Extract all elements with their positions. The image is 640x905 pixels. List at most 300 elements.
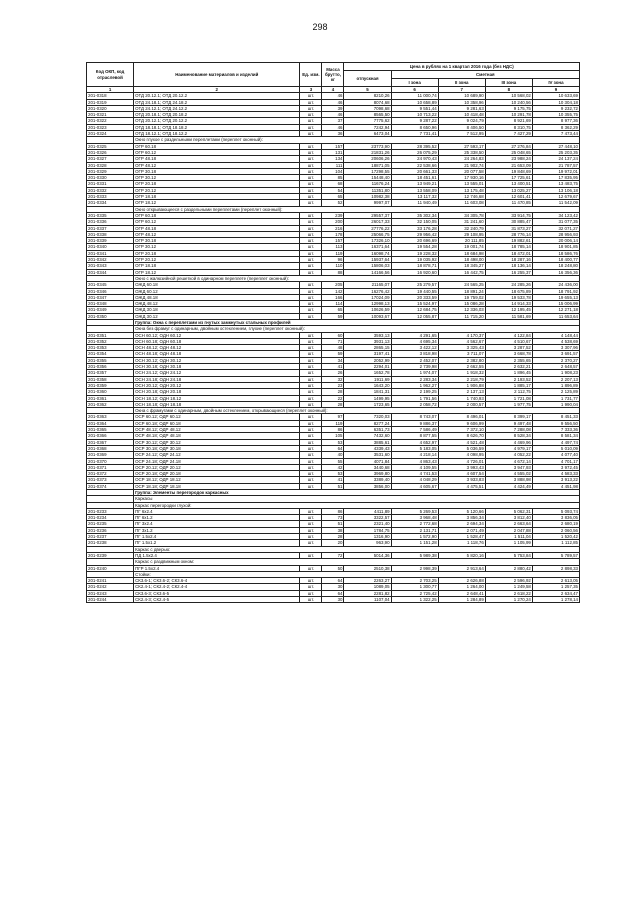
- cell-price-zone-2: 4 562,67: [438, 338, 485, 344]
- cell-price-zone-4: 19 972,01: [532, 168, 579, 174]
- cell-price-zone-3: 8 310,75: [485, 124, 532, 130]
- cell-price-zone-2: 1 906,88: [438, 382, 485, 388]
- cell-price-otpusk: 10982,38: [344, 194, 391, 200]
- cell-price-zone-2: 31 241,60: [438, 219, 485, 225]
- cell-price-zone-2: 12 746,68: [438, 194, 485, 200]
- cell-price-zone-4: 2 207,13: [532, 376, 579, 382]
- section-title: Окно открывающееся с раздельными переплетами (переплет оконный):: [134, 206, 580, 212]
- cell-price-zone-2: 13 555,01: [438, 181, 485, 187]
- cell-code: 201-0350: [87, 313, 134, 319]
- cell-name: ОГР 48.12: [134, 231, 300, 237]
- cell-price-zone-1: 4 605,67: [391, 483, 438, 489]
- cell-price-zone-4: 2 898,33: [532, 565, 579, 571]
- cell-price-zone-4: 17 835,95: [532, 175, 579, 181]
- cell-mass: 104: [322, 168, 344, 174]
- cell-unit: шт.: [300, 389, 322, 395]
- cell-price-zone-1: 13 117,32: [391, 194, 438, 200]
- cell-price-zone-3: 19 533,78: [485, 294, 532, 300]
- cell-unit: шт.: [300, 508, 322, 514]
- cell-price-zone-2: 11 715,20: [438, 313, 485, 319]
- cell-price-zone-3: 18 472,01: [485, 250, 532, 256]
- cell-mass: 38: [322, 527, 344, 533]
- cell-code: 201-0319: [87, 99, 134, 105]
- cell-code: 201-0235: [87, 521, 134, 527]
- cell-price-zone-3: 4 424,49: [485, 483, 532, 489]
- cell-price-zone-1: 4 291,65: [391, 332, 438, 338]
- cell-price-zone-2: 3 325,43: [438, 345, 485, 351]
- cell-price-otpusk: 27776,22: [344, 225, 391, 231]
- cell-price-zone-2: 20 077,58: [438, 168, 485, 174]
- cell-mass: 55: [322, 458, 344, 464]
- cell-price-zone-4: 18 791,92: [532, 288, 579, 294]
- cell-price-zone-1: 5 183,05: [391, 445, 438, 451]
- cell-price-zone-2: 7 512,95: [438, 131, 485, 137]
- cell-price-zone-1: 1 572,90: [391, 534, 438, 540]
- cell-price-zone-3: 11 470,85: [485, 200, 532, 206]
- header-smetnaya: Сметная: [391, 71, 579, 79]
- cell-mass: 46: [322, 124, 344, 130]
- cell-price-zone-2: 12 336,03: [438, 307, 485, 313]
- cell-price-zone-4: 10 304,18: [532, 99, 579, 105]
- cell-mass: 30: [322, 584, 344, 590]
- cell-price-zone-2: 16 442,75: [438, 269, 485, 275]
- cell-mass: 26: [322, 370, 344, 376]
- header-mass: Масса брутто, кг: [322, 63, 344, 87]
- cell-price-otpusk: 8277,24: [344, 420, 391, 426]
- cell-price-otpusk: 7432,60: [344, 433, 391, 439]
- cell-price-zone-3: 4 555,02: [485, 471, 532, 477]
- cell-price-zone-4: 24 436,00: [532, 282, 579, 288]
- cell-mass: 53: [322, 471, 344, 477]
- cell-price-zone-3: 3 888,98: [485, 477, 532, 483]
- column-number: 7: [438, 87, 485, 93]
- cell-price-otpusk: 7320,03: [344, 414, 391, 420]
- cell-unit: шт.: [300, 370, 322, 376]
- cell-price-otpusk: 3322,57: [344, 515, 391, 521]
- cell-price-zone-2: 18 345,27: [438, 263, 485, 269]
- cell-price-otpusk: 25066,75: [344, 231, 391, 237]
- cell-price-zone-3: 4 510,67: [485, 338, 532, 344]
- cell-price-zone-3: 8 528,34: [485, 433, 532, 439]
- cell-price-zone-4: 8 581,34: [532, 433, 579, 439]
- cell-mass: 96: [322, 257, 344, 263]
- cell-mass: 54: [322, 187, 344, 193]
- cell-mass: 48: [322, 345, 344, 351]
- cell-price-zone-4: 19 655,13: [532, 294, 579, 300]
- cell-code: 201-0321: [87, 112, 134, 118]
- cell-price-otpusk: 16098,74: [344, 250, 391, 256]
- cell-name: СК2.4-1; СК2.4-2; СК2.4-4: [134, 584, 300, 590]
- cell-code: 201-0354: [87, 351, 134, 357]
- cell-price-zone-3: 28 776,14: [485, 231, 532, 237]
- cell-price-zone-3: 31 873,27: [485, 225, 532, 231]
- cell-unit: шт.: [300, 382, 322, 388]
- cell-name: ОГР 20.12: [134, 257, 300, 263]
- cell-price-zone-1: 9 886,37: [391, 420, 438, 426]
- cell-mass: 59: [322, 351, 344, 357]
- cell-price-zone-2: 18 891,24: [438, 288, 485, 294]
- cell-unit: шт.: [300, 521, 322, 527]
- cell-price-zone-3: 3 668,78: [485, 351, 532, 357]
- price-table: [86, 62, 580, 603]
- cell-code: 201-0320: [87, 105, 134, 111]
- cell-price-zone-4: 25 203,35: [532, 149, 579, 155]
- cell-name: ПГ 6х1.2: [134, 515, 300, 521]
- cell-unit: шт.: [300, 269, 322, 275]
- cell-price-zone-1: 10 713,22: [391, 112, 438, 118]
- cell-code: 201-0367: [87, 439, 134, 445]
- section-title: Каркас с раздвижным окном:: [134, 559, 580, 565]
- cell-code: 201-0356: [87, 364, 134, 370]
- cell-unit: шт.: [300, 364, 322, 370]
- cell-code: 201-0236: [87, 527, 134, 533]
- cell-code: 201-0326: [87, 149, 134, 155]
- cell-name: ОТД 20.12.1; ОТД 20.12.2: [134, 118, 300, 124]
- cell-name: ОТД 24.18.1; ОТД 24.18.2: [134, 99, 300, 105]
- cell-price-zone-3: 10 291,78: [485, 112, 532, 118]
- cell-price-zone-4: 1 520,42: [532, 534, 579, 540]
- cell-unit: шт.: [300, 231, 322, 237]
- cell-mass: 111: [322, 162, 344, 168]
- cell-code: 201-0344: [87, 269, 134, 275]
- cell-unit: шт.: [300, 584, 322, 590]
- cell-price-zone-4: 27 448,10: [532, 143, 579, 149]
- cell-price-zone-2: 11 603,08: [438, 200, 485, 206]
- cell-price-otpusk: 6351,73: [344, 427, 391, 433]
- cell-unit: шт.: [300, 282, 322, 288]
- cell-unit: шт.: [300, 351, 322, 357]
- cell-price-zone-4: 2 680,19: [532, 521, 579, 527]
- cell-price-zone-4: 4 701,17: [532, 458, 579, 464]
- header-zone-4: IV зона: [532, 79, 579, 87]
- cell-price-zone-4: 2 613,05: [532, 578, 579, 584]
- cell-name: ОЖД 30.12: [134, 313, 300, 319]
- cell-code: 201-0336: [87, 219, 134, 225]
- cell-name: ОГР 20.18: [134, 250, 300, 256]
- cell-price-zone-2: 1 284,89: [438, 597, 485, 603]
- cell-price-zone-2: 4 726,01: [438, 458, 485, 464]
- cell-price-zone-4: 1 112,85: [532, 540, 579, 546]
- cell-mass: 22: [322, 395, 344, 401]
- cell-price-zone-4: 18 901,85: [532, 244, 579, 250]
- cell-price-zone-4: 10 633,69: [532, 93, 579, 99]
- cell-code: 201-0362: [87, 401, 134, 407]
- cell-price-zone-4: 4 538,69: [532, 338, 579, 344]
- cell-price-zone-4: 1 990,04: [532, 401, 579, 407]
- cell-unit: шт.: [300, 433, 322, 439]
- cell-price-otpusk: 2510,38: [344, 565, 391, 571]
- cell-unit: шт.: [300, 395, 322, 401]
- cell-price-zone-3: 3 947,93: [485, 464, 532, 470]
- cell-price-otpusk: 3531,60: [344, 452, 391, 458]
- cell-price-zone-3: 2 618,22: [485, 590, 532, 596]
- cell-price-zone-4: 12 271,18: [532, 307, 579, 313]
- cell-price-zone-2: 4 098,95: [438, 452, 485, 458]
- cell-price-otpusk: 18871,05: [344, 162, 391, 168]
- cell-price-otpusk: 1911,69: [344, 376, 391, 382]
- cell-name: ПГ 1.5х1.2: [134, 540, 300, 546]
- cell-name: ОГР 48.18: [134, 225, 300, 231]
- cell-price-otpusk: 1089,05: [344, 584, 391, 590]
- cell-code: 201-0359: [87, 382, 134, 388]
- cell-mass: 59: [322, 313, 344, 319]
- cell-price-otpusk: 1643,20: [344, 382, 391, 388]
- cell-price-zone-3: 17 725,61: [485, 175, 532, 181]
- cell-name: ОГР 30.18: [134, 168, 300, 174]
- cell-price-otpusk: 11676,24: [344, 181, 391, 187]
- cell-code: 201-0374: [87, 483, 134, 489]
- cell-mass: 131: [322, 149, 344, 155]
- cell-price-otpusk: 1316,90: [344, 534, 391, 540]
- cell-price-zone-1: 5 269,53: [391, 508, 438, 514]
- cell-name: ОГР 60.18: [134, 143, 300, 149]
- cell-code: 201-0327: [87, 156, 134, 162]
- cell-price-otpusk: 2052,99: [344, 357, 391, 363]
- cell-code: 201-0335: [87, 212, 134, 218]
- cell-code: 201-0368: [87, 445, 134, 451]
- cell-price-zone-3: 23 988,24: [485, 156, 532, 162]
- cell-unit: шт.: [300, 187, 322, 193]
- cell-price-zone-3: 1 721,08: [485, 395, 532, 401]
- cell-code: 201-0323: [87, 124, 134, 130]
- cell-price-zone-1: 19 440,55: [391, 288, 438, 294]
- cell-code: 201-0239: [87, 552, 134, 558]
- cell-code: 201-0338: [87, 231, 134, 237]
- cell-unit: шт.: [300, 357, 322, 363]
- cell-price-zone-4: 8 977,36: [532, 118, 579, 124]
- cell-price-otpusk: 21165,07: [344, 282, 391, 288]
- cell-price-zone-1: 10 658,89: [391, 99, 438, 105]
- cell-unit: шт.: [300, 464, 322, 470]
- cell-price-zone-4: 31 077,35: [532, 219, 579, 225]
- cell-price-otpusk: 2321,40: [344, 521, 391, 527]
- cell-price-otpusk: 20606,26: [344, 156, 391, 162]
- cell-name: ОСН 18.12; ОДН 18.12: [134, 395, 300, 401]
- cell-price-zone-2: 15 086,28: [438, 301, 485, 307]
- cell-mass: 85: [322, 175, 344, 181]
- cell-price-zone-3: 2 112,75: [485, 389, 532, 395]
- column-number: 2: [134, 87, 300, 93]
- cell-mass: 53: [322, 439, 344, 445]
- cell-price-zone-3: 18 675,89: [485, 288, 532, 294]
- cell-price-otpusk: 10626,59: [344, 307, 391, 313]
- cell-code: 201-0234: [87, 515, 134, 521]
- cell-price-otpusk: 15937,64: [344, 257, 391, 263]
- cell-price-zone-1: 1 791,56: [391, 395, 438, 401]
- cell-price-zone-1: 7 731,41: [391, 131, 438, 137]
- cell-unit: шт.: [300, 565, 322, 571]
- cell-price-otpusk: 2263,27: [344, 578, 391, 584]
- cell-price-zone-3: 7 427,29: [485, 131, 532, 137]
- cell-mass: 37: [322, 118, 344, 124]
- cell-unit: шт.: [300, 112, 322, 118]
- cell-price-zone-2: 4 607,54: [438, 471, 485, 477]
- cell-price-zone-2: 19 001,74: [438, 244, 485, 250]
- cell-mass: 86: [322, 508, 344, 514]
- cell-price-zone-1: 11 000,74: [391, 93, 438, 99]
- cell-price-zone-1: 18 878,71: [391, 263, 438, 269]
- cell-mass: 28: [322, 401, 344, 407]
- section-title: Окно с жалюзийной решеткой в одинарном переплете (переплет оконный):: [134, 275, 580, 281]
- cell-price-otpusk: 2294,01: [344, 364, 391, 370]
- cell-price-zone-3: 1 249,58: [485, 584, 532, 590]
- cell-name: СК3.6-1; СК3.6-2; СК3.6-4: [134, 578, 300, 584]
- cell-price-otpusk: 3389,40: [344, 477, 391, 483]
- cell-price-otpusk: 3197,41: [344, 351, 391, 357]
- cell-name: ОСН 60.18; ОДН 60.18: [134, 338, 300, 344]
- cell-mass: 178: [322, 231, 344, 237]
- cell-price-zone-2: 20 111,85: [438, 238, 485, 244]
- cell-price-zone-3: 3 812,40: [485, 515, 532, 521]
- cell-price-zone-1: 2 199,25: [391, 389, 438, 395]
- cell-price-otpusk: 7775,62: [344, 118, 391, 124]
- cell-name: ОГР 48.12: [134, 162, 300, 168]
- cell-code: 201-0242: [87, 584, 134, 590]
- cell-price-zone-3: 2 355,65: [485, 357, 532, 363]
- cell-price-zone-1: 2 725,42: [391, 590, 438, 596]
- cell-code: 201-0345: [87, 282, 134, 288]
- cell-unit: шт.: [300, 118, 322, 124]
- cell-price-zone-3: 2 880,42: [485, 565, 532, 571]
- cell-mass: 205: [322, 282, 344, 288]
- cell-price-zone-2: 21 902,74: [438, 162, 485, 168]
- cell-price-zone-4: 8 362,29: [532, 124, 579, 130]
- cell-unit: шт.: [300, 200, 322, 206]
- cell-name: ОСР 30.12; ОДР 30.12: [134, 439, 300, 445]
- cell-price-zone-2: 3 856,34: [438, 515, 485, 521]
- cell-price-zone-1: 2 131,71: [391, 527, 438, 533]
- cell-mass: 64: [322, 590, 344, 596]
- cell-price-zone-2: 2 071,49: [438, 527, 485, 533]
- cell-price-zone-4: 18 400,77: [532, 257, 579, 263]
- cell-code: 201-0353: [87, 345, 134, 351]
- cell-price-zone-2: 9 606,99: [438, 420, 485, 426]
- cell-price-zone-4: 1 278,14: [532, 597, 579, 603]
- cell-unit: шт.: [300, 590, 322, 596]
- cell-unit: шт.: [300, 294, 322, 300]
- cell-price-zone-2: 2 913,64: [438, 565, 485, 571]
- cell-price-zone-2: 29 108,95: [438, 231, 485, 237]
- cell-mass: 65: [322, 307, 344, 313]
- cell-price-zone-3: 1 270,24: [485, 597, 532, 603]
- cell-code: 201-0349: [87, 307, 134, 313]
- cell-price-otpusk: 3931,13: [344, 338, 391, 344]
- cell-name: ОСР 20.12; ОДР 20.12: [134, 464, 300, 470]
- cell-price-zone-3: 4 672,14: [485, 458, 532, 464]
- cell-mass: 157: [322, 143, 344, 149]
- cell-price-zone-3: 13 025,27: [485, 187, 532, 193]
- cell-name: ОСР 18.18; ОДР 18.18: [134, 483, 300, 489]
- cell-price-zone-4: 4 497,74: [532, 439, 579, 445]
- cell-price-zone-1: 2 283,34: [391, 376, 438, 382]
- cell-price-zone-3: 19 882,61: [485, 238, 532, 244]
- cell-unit: шт.: [300, 181, 322, 187]
- cell-name: ОСН 18.18; ОДН 18.18: [134, 401, 300, 407]
- cell-price-zone-3: 8 921,69: [485, 118, 532, 124]
- cell-price-zone-1: 5 989,38: [391, 552, 438, 558]
- cell-mass: 119: [322, 420, 344, 426]
- cell-price-zone-3: 25 048,65: [485, 149, 532, 155]
- cell-price-otpusk: 3440,68: [344, 464, 391, 470]
- cell-mass: 50: [322, 565, 344, 571]
- cell-price-zone-4: 2 060,56: [532, 527, 579, 533]
- cell-unit: шт.: [300, 93, 322, 99]
- cell-price-zone-4: 4 451,98: [532, 483, 579, 489]
- cell-price-zone-4: 7 473,44: [532, 131, 579, 137]
- cell-name: ОСН 24.18; ОДН 24.18: [134, 376, 300, 382]
- cell-code: 201-0355: [87, 357, 134, 363]
- cell-price-otpusk: 3593,13: [344, 332, 391, 338]
- section-title: Каркас с дверью:: [134, 546, 580, 552]
- cell-price-zone-2: 2 648,41: [438, 590, 485, 596]
- cell-price-zone-3: 4 469,96: [485, 439, 532, 445]
- cell-mass: 46: [322, 93, 344, 99]
- cell-price-zone-4: 24 137,24: [532, 156, 579, 162]
- cell-price-zone-3: 2 047,88: [485, 527, 532, 533]
- cell-name: ОСР 20.18; ОДР 20.18: [134, 471, 300, 477]
- cell-mass: 110: [322, 263, 344, 269]
- cell-unit: шт.: [300, 257, 322, 263]
- cell-price-zone-2: 1 118,76: [438, 540, 485, 546]
- cell-name: ОСН 48.18; ОДН 48.18: [134, 351, 300, 357]
- cell-price-zone-3: 8 399,17: [485, 414, 532, 420]
- cell-code: 201-0328: [87, 162, 134, 168]
- cell-price-zone-4: 11 542,09: [532, 200, 579, 206]
- cell-name: ОГР 18.18: [134, 194, 300, 200]
- cell-unit: шт.: [300, 301, 322, 307]
- cell-unit: шт.: [300, 212, 322, 218]
- cell-name: ОСН 48.12; ОДН 48.12: [134, 345, 300, 351]
- cell-price-zone-4: 15 006,99: [532, 301, 579, 307]
- cell-name: ОСН 30.12; ОДН 30.12: [134, 357, 300, 363]
- cell-price-zone-1: 20 661,33: [391, 168, 438, 174]
- section-title: Группа: Окна с переплетами из гнутых замкнутых стальных профилей: [134, 319, 580, 325]
- cell-price-zone-1: 7 586,49: [391, 427, 438, 433]
- cell-price-zone-3: 9 175,75: [485, 105, 532, 111]
- cell-name: ОСР 18.12; ОДР 18.12: [134, 477, 300, 483]
- cell-price-zone-4: 4 077,40: [532, 452, 579, 458]
- cell-mass: 20: [322, 540, 344, 546]
- cell-price-zone-1: 33 176,28: [391, 225, 438, 231]
- cell-price-zone-4: 32 071,27: [532, 225, 579, 231]
- cell-price-otpusk: 6473,04: [344, 131, 391, 137]
- cell-name: ОГР 60.12: [134, 149, 300, 155]
- cell-mass: 97: [322, 414, 344, 420]
- cell-code: 201-0233: [87, 508, 134, 514]
- cell-price-zone-3: 14 914,33: [485, 301, 532, 307]
- cell-price-zone-3: 1 885,17: [485, 382, 532, 388]
- cell-code: 201-0365: [87, 427, 134, 433]
- cell-price-zone-4: 21 787,57: [532, 162, 579, 168]
- cell-price-zone-4: 1 896,89: [532, 382, 579, 388]
- cell-price-zone-4: 13 483,75: [532, 181, 579, 187]
- section-title: Окна с фрамугами с одинарным, двойным остеклением, открывающиеся (переплет оконный):: [134, 408, 580, 414]
- cell-price-zone-1: 1 974,07: [391, 370, 438, 376]
- cell-price-zone-2: 9 281,63: [438, 105, 485, 111]
- cell-mass: 42: [322, 464, 344, 470]
- cell-name: ОСР 24.18; ОДР 24.18: [134, 458, 300, 464]
- cell-mass: 72: [322, 552, 344, 558]
- cell-price-zone-1: 1 300,77: [391, 584, 438, 590]
- cell-price-zone-2: 2 137,13: [438, 389, 485, 395]
- cell-unit: шт.: [300, 376, 322, 382]
- cell-code: 201-0340: [87, 244, 134, 250]
- cell-price-zone-4: 2 648,57: [532, 364, 579, 370]
- cell-price-zone-3: 27 276,84: [485, 143, 532, 149]
- cell-price-otpusk: 8210,26: [344, 93, 391, 99]
- cell-price-zone-4: 9 232,72: [532, 105, 579, 111]
- cell-price-zone-1: 2 058,72: [391, 401, 438, 407]
